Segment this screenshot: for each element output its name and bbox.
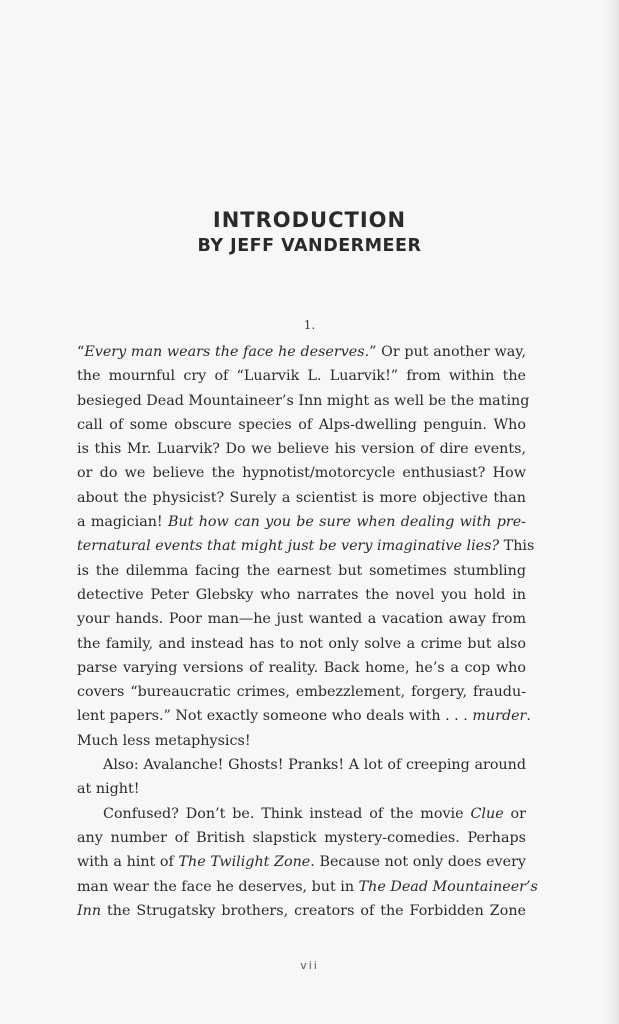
text-line: is this Mr. Luarvik? Do we believe his version of dire events, (77, 441, 526, 458)
text-line: any number of British slapstick mystery-comedies. Perhaps (77, 829, 526, 846)
chapter-title: INTRODUCTION (212, 208, 407, 232)
body-text (77, 340, 538, 923)
text-line: with a hint of The Twilight Zone. Because not only does every (77, 854, 526, 871)
text-line: a magician! But how can you be sure when dealing with pre- (77, 514, 526, 531)
page-number: vii (300, 959, 319, 972)
section-number: 1. (303, 318, 316, 332)
text-line: parse varying versions of reality. Back home, he’s a cop who (77, 659, 526, 676)
text-line: lent papers.” Not exactly someone who deals with . . . murder. (77, 708, 531, 725)
text-line: Confused? Don’t be. Think instead of the movie Clue or (103, 805, 526, 822)
text-line: call of some obscure species of Alps-dwelling penguin. Who (77, 416, 526, 433)
text-line: at night! (77, 781, 140, 798)
text-line: or do we believe the hypnotist/motorcycle enthusiast? How (77, 465, 526, 482)
text-line: the mournful cry of “Luarvik L. Luarvik!” from within the (77, 368, 526, 385)
text-line: besieged Dead Mountaineer’s Inn might as well be the mating (77, 392, 530, 409)
text-line: Much less metaphysics! (77, 732, 251, 749)
text-line: Also: Avalanche! Ghosts! Pranks! A lot of creeping around (103, 757, 526, 774)
text-line: man wear the face he deserves, but in The Dead Mountaineer’s (77, 878, 538, 895)
text-line: covers “bureaucratic crimes, embezzlement, forgery, fraudu- (77, 684, 526, 701)
text-line: ternatural events that might just be very imaginative lies? This (77, 538, 535, 555)
text-line: “Every man wears the face he deserves.” Or put another way, (77, 344, 526, 360)
chapter-byline: BY JEFF VANDERMEER (197, 236, 422, 256)
text-line: is the dilemma facing the earnest but sometimes stumbling (77, 562, 526, 579)
text-line: detective Peter Glebsky who narrates the novel you hold in (77, 586, 526, 603)
page-edge-shadow (605, 0, 619, 1024)
text-line: the family, and instead has to not only solve a crime but also (77, 635, 526, 652)
text-line: Inn the Strugatsky brothers, creators of the Forbidden Zone (77, 902, 526, 919)
text-line: about the physicist? Surely a scientist is more objective than (77, 489, 526, 506)
text-line: your hands. Poor man—he just wanted a vacation away from (77, 611, 526, 628)
